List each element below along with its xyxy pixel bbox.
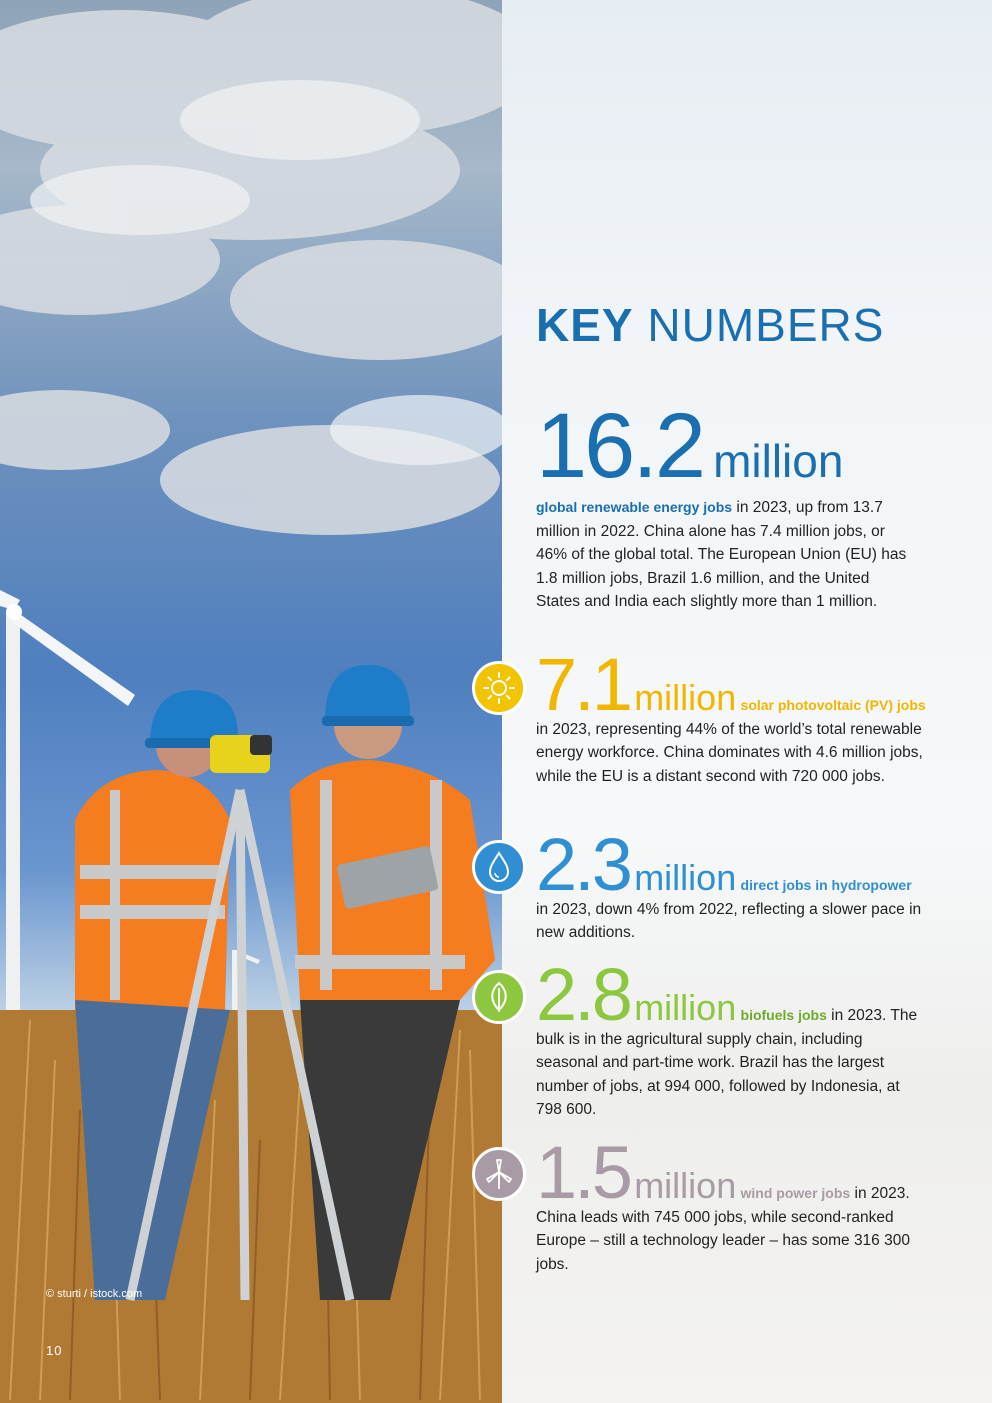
stat-text: in 2023, up from 13.7 million in 2022. China alone has 7.4 million jobs, or 46% of the global total. The European Union (EU) has 1.8 million jobs, Brazil 1.6 million, and the United States and India each slightly more than 1 million. — [536, 499, 907, 610]
stat-lead: biofuels jobs — [740, 1007, 827, 1023]
stat-unit: million — [634, 857, 737, 898]
stat-text: in 2023. The bulk is in the agricultural supply chain, including seasonal and part-time work. Brazil has the largest number of jobs, at 994 000, followed by Indonesia, at 798 600. — [536, 1007, 918, 1118]
stat-unit: million — [634, 987, 737, 1028]
stat-hydro — [536, 823, 926, 945]
leaf-icon — [472, 970, 526, 1024]
stat-description — [536, 1131, 926, 1276]
stat-text: in 2023. China leads with 745 000 jobs, while second-ranked Europe – still a technology leader – has some 316 300 jobs. — [536, 1185, 910, 1273]
page-title — [536, 298, 884, 352]
stat-lead: global renewable energy jobs — [536, 499, 733, 515]
stat-description — [536, 953, 926, 1122]
stat-text: in 2023, down 4% from 2022, reflecting a slower pace in new additions. — [536, 900, 922, 941]
title-bold: KEY — [536, 299, 634, 351]
stat-text: in 2023, representing 44% of the world’s total renewable energy workforce. China dominates with 4.6 million jobs, while the EU is a distant second with 720 000 jobs. — [536, 720, 923, 785]
stat-unit: million — [634, 1165, 737, 1206]
stat-global — [536, 395, 916, 614]
stat-description — [536, 496, 916, 614]
wind-turbine-icon — [472, 1147, 526, 1201]
water-drop-icon — [472, 840, 526, 894]
title-light: NUMBERS — [647, 299, 885, 351]
stat-number: 7.1 — [536, 643, 630, 726]
stat-description — [536, 823, 926, 945]
stat-number: 2.8 — [536, 953, 630, 1036]
stat-headline — [536, 395, 916, 497]
sun-icon — [472, 661, 526, 715]
stat-lead: wind power jobs — [740, 1185, 851, 1201]
stat-solar — [536, 643, 926, 788]
stat-lead: solar photovoltaic (PV) jobs — [740, 697, 926, 713]
stat-wind — [536, 1131, 926, 1276]
stat-number: 16.2 — [536, 395, 704, 497]
stat-unit: million — [713, 435, 844, 487]
stat-number: 2.3 — [536, 823, 630, 906]
stat-description — [536, 643, 926, 788]
photo-credit: © sturti / istock.com — [46, 1288, 143, 1300]
stat-lead: direct jobs in hydropower — [740, 877, 912, 893]
page-number: 10 — [46, 1343, 63, 1358]
stat-unit: million — [634, 677, 737, 718]
stat-number: 1.5 — [536, 1131, 630, 1214]
stat-biofuels — [536, 953, 926, 1122]
